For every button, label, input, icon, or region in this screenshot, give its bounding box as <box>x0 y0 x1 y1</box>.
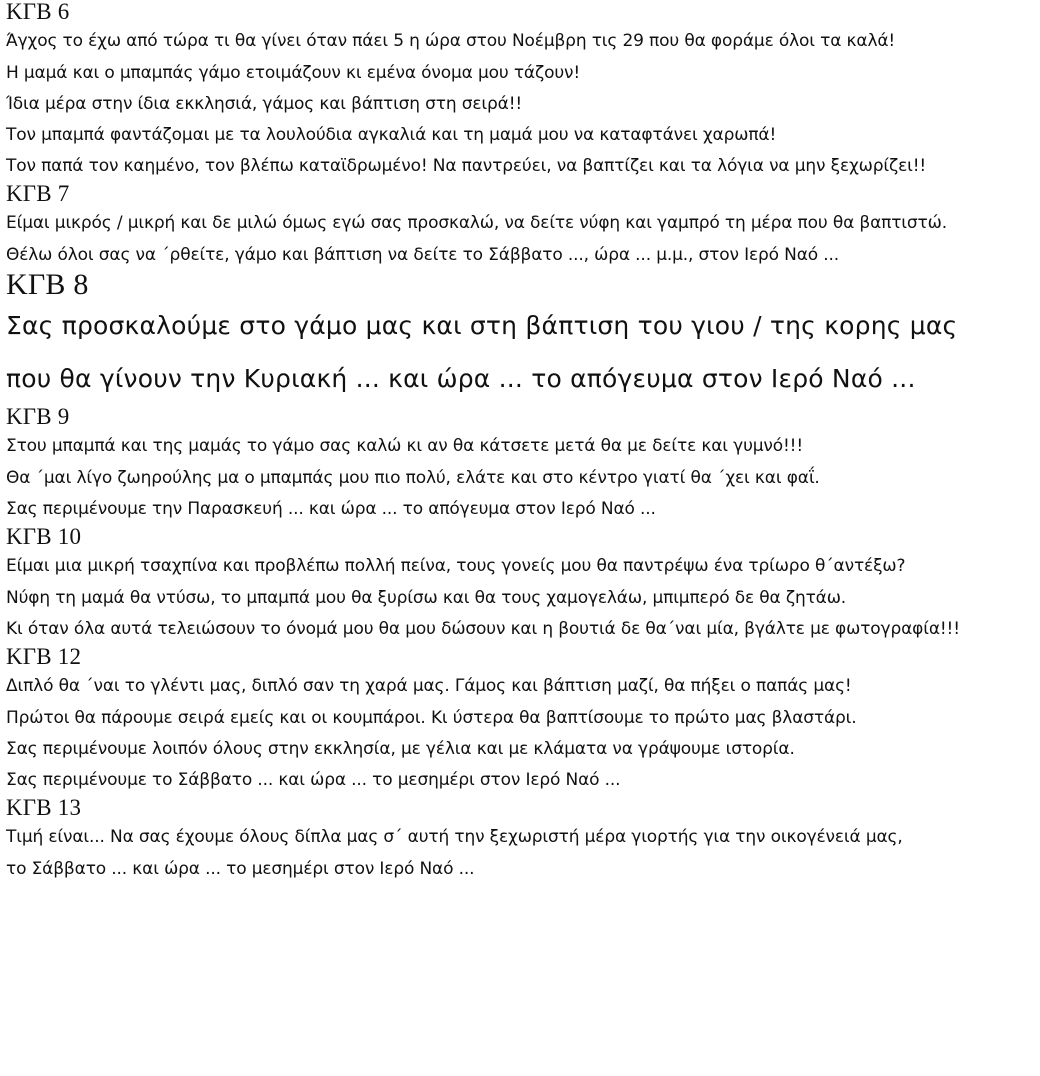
text-line: Σας περιμένουμε το Σάββατο ... και ώρα ... το μεσημέρι στον Ιερό Ναό ... <box>6 770 621 790</box>
section-code: ΚΓΒ 10 <box>6 524 82 549</box>
section-kgb-7 <box>6 182 1036 271</box>
text-line: Θα ΄μαι λίγο ζωηρούλης μα ο μπαμπάς μου πιο πολύ, ελάτε και στο κέντρο γιατί θα ΄χει και φαΐ. <box>6 468 820 488</box>
section-kgb-8 <box>6 268 1036 405</box>
document-page <box>6 0 1036 1076</box>
section-code: ΚΓΒ 7 <box>6 181 70 206</box>
section-code: ΚΓΒ 9 <box>6 404 70 429</box>
text-line: Σας περιμένουμε την Παρασκευή ... και ώρα ... το απόγευμα στον Ιερό Ναό ... <box>6 499 656 519</box>
text-line: Κι όταν όλα αυτά τελειώσουν το όνομά μου θα μου δώσουν και η βουτιά δε θα΄ναι μία, βγάλτε με φωτογραφία!!! <box>6 619 960 639</box>
text-line: Είμαι μικρός / μικρή και δε μιλώ όμως εγώ σας προσκαλώ, να δείτε νύφη και γαμπρό τη μέρα που θα βαπτιστώ. <box>6 213 947 233</box>
section-code: ΚΓΒ 8 <box>6 268 89 301</box>
text-line: Η μαμά και ο μπαμπάς γάμο ετοιμάζουν κι εμένα όνομα μου τάζουν! <box>6 63 581 83</box>
text-line: Ίδια μέρα στην ίδια εκκλησιά, γάμος και βάπτιση στη σειρά!! <box>6 94 523 114</box>
section-kgb-12 <box>6 645 1036 796</box>
section-code: ΚΓΒ 13 <box>6 795 82 820</box>
section-kgb-10 <box>6 525 1036 645</box>
text-line: Τιμή είναι... Να σας έχουμε όλους δίπλα μας σ΄ αυτή την ξεχωριστή μέρα γιορτής για την οικογένειά μας, <box>6 827 903 847</box>
text-line: Πρώτοι θα πάρουμε σειρά εμείς και οι κουμπάροι. Κι ύστερα θα βαπτίσουμε το πρώτο μας βλαστάρι. <box>6 708 857 728</box>
section-code: ΚΓΒ 12 <box>6 644 82 669</box>
text-line: Στου μπαμπά και της μαμάς το γάμο σας καλώ κι αν θα κάτσετε μετά θα με δείτε και γυμνό!!! <box>6 436 804 456</box>
section-kgb-9 <box>6 405 1036 525</box>
text-line: Σας προσκαλούμε στο γάμο μας και στη βάπτιση του γιου / της κορης μας <box>6 311 958 340</box>
text-line: Σας περιμένουμε λοιπόν όλους στην εκκλησία, με γέλια και με κλάματα να γράψουμε ιστορία. <box>6 739 795 759</box>
section-code: ΚΓΒ 6 <box>6 0 70 24</box>
text-line: Άγχος το έχω από τώρα τι θα γίνει όταν πάει 5 η ώρα στου Νοέμβρη τις 29 που θα φοράμε όλοι τα καλά! <box>6 31 896 51</box>
text-line: Διπλό θα ΄ναι το γλέντι μας, διπλό σαν τη χαρά μας. Γάμος και βάπτιση μαζί, θα πήξει ο παπάς μας! <box>6 676 852 696</box>
text-line: Θέλω όλοι σας να ΄ρθείτε, γάμο και βάπτιση να δείτε το Σάββατο ..., ώρα ... μ.μ., στον Ιερό Ναό ... <box>6 245 840 265</box>
text-line: Νύφη τη μαμά θα ντύσω, το μπαμπά μου θα ξυρίσω και θα τους χαμογελάω, μπιμπερό δε θα ζητάω. <box>6 588 847 608</box>
text-line: Είμαι μια μικρή τσαχπίνα και προβλέπω πολλή πείνα, τους γονείς μου θα παντρέψω ένα τρίωρο θ΄αντέξω? <box>6 556 906 576</box>
text-line: το Σάββατο ... και ώρα ... το μεσημέρι στον Ιερό Ναό ... <box>6 859 475 879</box>
text-line: Τον παπά τον καημένο, τον βλέπω καταϊδρωμένο! Να παντρεύει, να βαπτίζει και τα λόγια να μην ξεχωρίζει!! <box>6 156 927 176</box>
section-kgb-6 <box>6 0 1036 182</box>
text-line: που θα γίνουν την Κυριακή ... και ώρα ... το απόγευμα στον Ιερό Ναό ... <box>6 364 916 393</box>
section-kgb-13 <box>6 796 1036 885</box>
text-line: Τον μπαμπά φαντάζομαι με τα λουλούδια αγκαλιά και τη μαμά μου να καταφτάνει χαρωπά! <box>6 125 777 145</box>
